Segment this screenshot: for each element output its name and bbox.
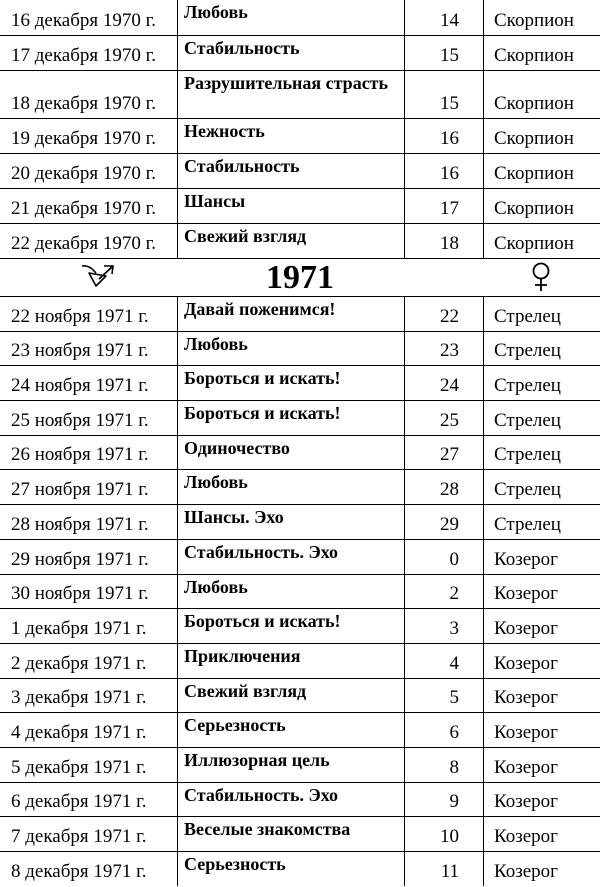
date-cell: 16 декабря 1970 г. — [0, 0, 178, 35]
zodiac-sign-cell: Стрелец — [484, 505, 600, 540]
theme-cell: Иллюзорная цель — [178, 747, 405, 782]
number-cell: 17 — [405, 188, 484, 223]
zodiac-sign-cell: Козерог — [484, 713, 600, 748]
number-cell: 28 — [405, 470, 484, 505]
table-row — [0, 539, 600, 574]
zodiac-sign-cell: Скорпион — [484, 118, 600, 153]
zodiac-sign-cell: Стрелец — [484, 435, 600, 470]
table-row — [0, 713, 600, 748]
date-cell: 5 декабря 1971 г. — [0, 747, 178, 782]
number-cell: 14 — [405, 0, 484, 35]
zodiac-sign-cell: Стрелец — [484, 331, 600, 366]
date-cell: 27 ноября 1971 г. — [0, 470, 178, 505]
theme-cell: Приключения — [178, 643, 405, 678]
theme-cell: Бороться и искать! — [178, 366, 405, 401]
theme-cell: Любовь — [178, 574, 405, 609]
table-row — [0, 331, 600, 366]
date-cell: 7 декабря 1971 г. — [0, 817, 178, 852]
zodiac-sign-cell: Козерог — [484, 852, 600, 887]
date-cell: 24 ноября 1971 г. — [0, 366, 178, 401]
table-row — [0, 118, 600, 153]
number-cell: 3 — [405, 609, 484, 644]
table-row — [0, 153, 600, 188]
table-row — [0, 782, 600, 817]
zodiac-sign-cell: Скорпион — [484, 35, 600, 70]
number-cell: 11 — [405, 852, 484, 887]
zodiac-sign-cell: Козерог — [484, 574, 600, 609]
number-cell: 24 — [405, 366, 484, 401]
number-cell: 4 — [405, 643, 484, 678]
zodiac-sign-cell: Скорпион — [484, 188, 600, 223]
theme-cell: Серьезность — [178, 713, 405, 748]
theme-cell: Шансы — [178, 188, 405, 223]
table-row — [0, 817, 600, 852]
zodiac-sign-cell: Стрелец — [484, 366, 600, 401]
table-row — [0, 505, 600, 540]
theme-cell: Давай поженимся! — [178, 297, 405, 332]
table-row — [0, 574, 600, 609]
zodiac-sign-cell: Козерог — [484, 747, 600, 782]
theme-cell: Любовь — [178, 470, 405, 505]
table-row — [0, 188, 600, 223]
zodiac-sign-cell: Скорпион — [484, 70, 600, 118]
theme-cell: Шансы. Эхо — [178, 505, 405, 540]
theme-cell: Любовь — [178, 331, 405, 366]
table-row — [0, 223, 600, 258]
table-row — [0, 0, 600, 35]
zodiac-sign-cell: Стрелец — [484, 401, 600, 436]
theme-cell: Стабильность — [178, 153, 405, 188]
date-cell: 6 декабря 1971 г. — [0, 782, 178, 817]
theme-cell: Серьезность — [178, 852, 405, 887]
date-cell: 19 декабря 1970 г. — [0, 118, 178, 153]
theme-cell: Свежий взгляд — [178, 678, 405, 713]
venus-symbol-icon — [529, 261, 553, 298]
number-cell: 10 — [405, 817, 484, 852]
number-cell: 23 — [405, 331, 484, 366]
table-row — [0, 297, 600, 332]
date-cell: 26 ноября 1971 г. — [0, 435, 178, 470]
number-cell: 18 — [405, 223, 484, 258]
date-cell: 22 декабря 1970 г. — [0, 223, 178, 258]
date-cell: 22 ноября 1971 г. — [0, 297, 178, 332]
number-cell: 6 — [405, 713, 484, 748]
table-row — [0, 609, 600, 644]
date-cell: 2 декабря 1971 г. — [0, 643, 178, 678]
number-cell: 8 — [405, 747, 484, 782]
number-cell: 9 — [405, 782, 484, 817]
zodiac-sign-cell: Козерог — [484, 643, 600, 678]
year-title: 1971 — [266, 259, 334, 296]
table-row — [0, 852, 600, 887]
date-cell: 18 декабря 1970 г. — [0, 70, 178, 118]
table-row — [0, 470, 600, 505]
date-cell: 3 декабря 1971 г. — [0, 678, 178, 713]
table-row — [0, 366, 600, 401]
table-1971-body — [0, 297, 600, 887]
zodiac-sign-cell: Скорпион — [484, 223, 600, 258]
number-cell: 25 — [405, 401, 484, 436]
theme-cell: Разрушительная страсть — [178, 70, 405, 118]
date-cell: 17 декабря 1970 г. — [0, 35, 178, 70]
date-cell: 29 ноября 1971 г. — [0, 539, 178, 574]
table-row — [0, 643, 600, 678]
date-cell: 4 декабря 1971 г. — [0, 713, 178, 748]
theme-cell: Бороться и искать! — [178, 609, 405, 644]
zodiac-sign-cell: Скорпион — [484, 153, 600, 188]
theme-cell: Бороться и искать! — [178, 401, 405, 436]
zodiac-sign-cell: Козерог — [484, 609, 600, 644]
theme-cell: Нежность — [178, 118, 405, 153]
date-cell: 25 ноября 1971 г. — [0, 401, 178, 436]
table-row — [0, 401, 600, 436]
date-cell: 8 декабря 1971 г. — [0, 852, 178, 887]
theme-cell: Стабильность. Эхо — [178, 782, 405, 817]
zodiac-sign-cell: Козерог — [484, 782, 600, 817]
table-row — [0, 35, 600, 70]
date-cell: 20 декабря 1970 г. — [0, 153, 178, 188]
theme-cell: Веселые знакомства — [178, 817, 405, 852]
theme-cell: Свежий взгляд — [178, 223, 405, 258]
table-row — [0, 70, 600, 118]
table-1970 — [0, 0, 600, 259]
number-cell: 22 — [405, 297, 484, 332]
date-cell: 23 ноября 1971 г. — [0, 331, 178, 366]
table-1971 — [0, 296, 600, 886]
date-cell: 30 ноября 1971 г. — [0, 574, 178, 609]
zodiac-sign-cell: Скорпион — [484, 0, 600, 35]
table-row — [0, 747, 600, 782]
number-cell: 2 — [405, 574, 484, 609]
theme-cell: Стабильность — [178, 35, 405, 70]
number-cell: 16 — [405, 118, 484, 153]
zodiac-sign-cell: Козерог — [484, 817, 600, 852]
table-row — [0, 435, 600, 470]
zodiac-sign-cell: Козерог — [484, 678, 600, 713]
number-cell: 5 — [405, 678, 484, 713]
zodiac-sign-cell: Стрелец — [484, 297, 600, 332]
number-cell: 27 — [405, 435, 484, 470]
date-cell: 21 декабря 1970 г. — [0, 188, 178, 223]
number-cell: 16 — [405, 153, 484, 188]
zodiac-sign-cell: Стрелец — [484, 470, 600, 505]
theme-cell: Стабильность. Эхо — [178, 539, 405, 574]
theme-cell: Одиночество — [178, 435, 405, 470]
date-cell: 1 декабря 1971 г. — [0, 609, 178, 644]
number-cell: 0 — [405, 539, 484, 574]
date-cell: 28 ноября 1971 г. — [0, 505, 178, 540]
theme-cell: Любовь — [178, 0, 405, 35]
zodiac-sign-cell: Козерог — [484, 539, 600, 574]
number-cell: 15 — [405, 35, 484, 70]
table-1970-body — [0, 0, 600, 258]
venus-symbol-svg — [529, 261, 553, 293]
number-cell: 15 — [405, 70, 484, 118]
year-header — [0, 258, 600, 296]
table-row — [0, 678, 600, 713]
number-cell: 29 — [405, 505, 484, 540]
